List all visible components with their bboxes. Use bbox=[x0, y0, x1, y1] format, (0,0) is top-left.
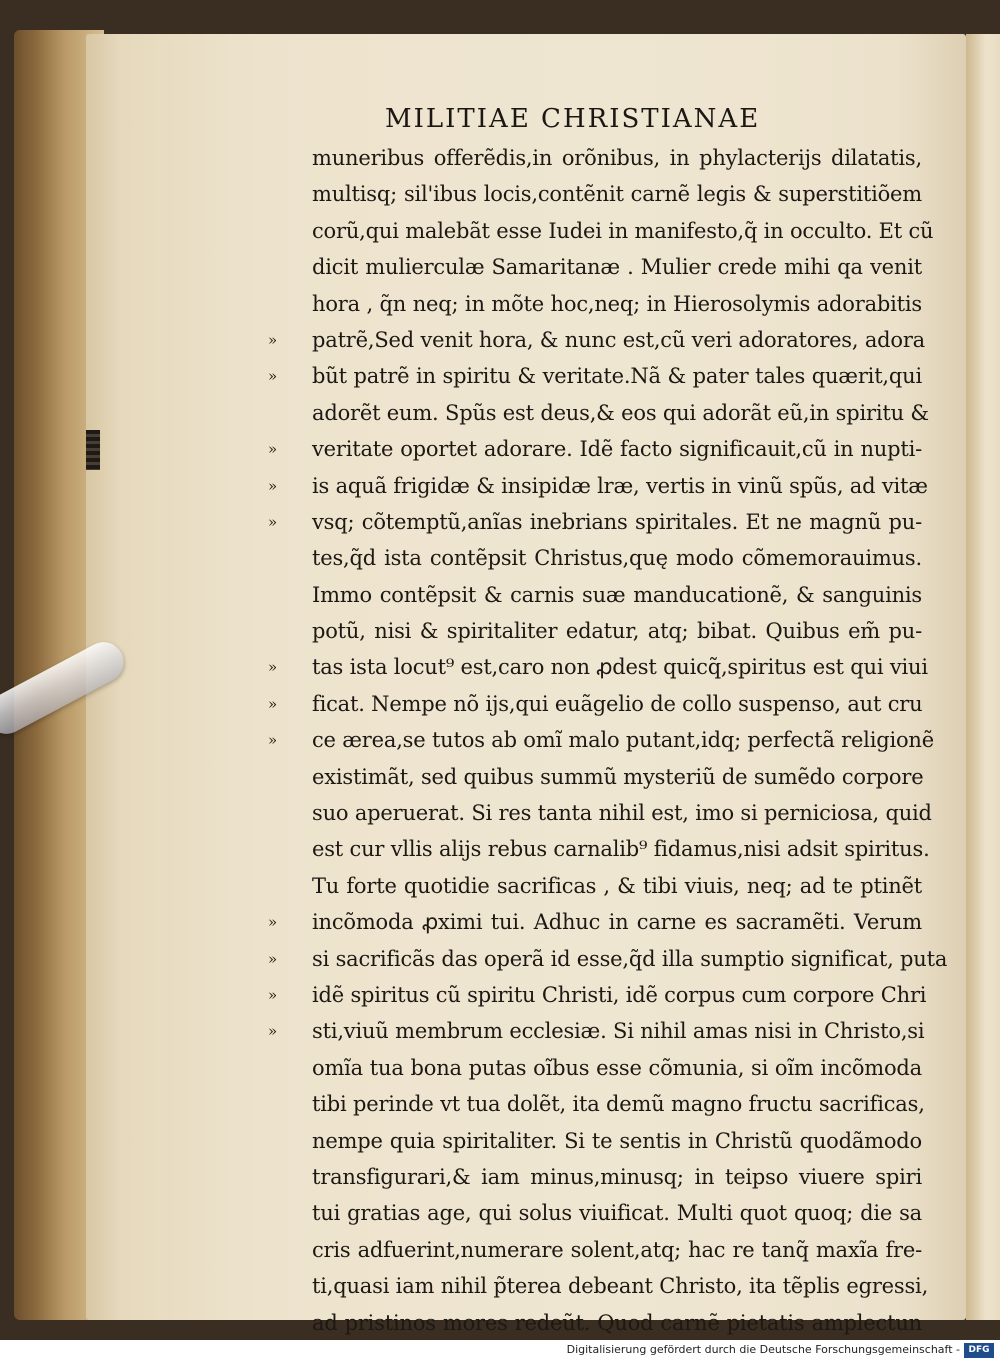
line-text: corũ,qui malebãt esse Iudei in manifesto,q̃ in occulto. Et cũ bbox=[312, 218, 934, 243]
line-text: ti,quasi iam nihil p̃terea debeant Christo, ita tẽplis egressi, bbox=[312, 1274, 929, 1299]
line-text: potũ, nisi & spiritaliter edatur, atq; bibat. Quibus em̃ pu- bbox=[312, 619, 922, 644]
line-text: suo aperuerat. Si res tanta nihil est, imo si perniciosa, quid bbox=[312, 801, 932, 826]
line-text: tes,q̃d ista contẽpsit Christus,quę modo cõmemorauimus. bbox=[312, 546, 922, 571]
line-text: existimãt, sed quibus summũ mysteriũ de sumẽdo corpore bbox=[312, 764, 924, 789]
quotation-marker: » bbox=[268, 949, 277, 968]
line-text: veritate oportet adorare. Idẽ facto significauit,cũ in nupti- bbox=[312, 437, 922, 462]
running-header: MILITIAE CHRISTIANAE bbox=[385, 104, 761, 134]
line-text: muneribus offerẽdis,in orõnibus, in phylacterijs dilatatis, bbox=[312, 146, 922, 170]
line-text: omĩa tua bona putas oĩbus esse cõmunia, si oĩm incõmoda bbox=[312, 1055, 922, 1080]
line-text: patrẽ,Sed venit hora, & nunc est,cũ veri adoratores, adora bbox=[312, 327, 925, 352]
text-line bbox=[312, 1268, 929, 1304]
text-line bbox=[312, 831, 930, 867]
text-line bbox=[268, 722, 934, 758]
line-text: dicit mulierculæ Samaritanæ . Mulier crede mihi qa venit bbox=[312, 255, 922, 280]
text-line bbox=[312, 795, 932, 831]
text-line bbox=[312, 1305, 922, 1341]
text-line bbox=[312, 286, 922, 322]
line-text: tas ista locut⁹ est,caro non ꝓdest quicq̃,spiritus est qui viui bbox=[312, 655, 928, 680]
text-line bbox=[312, 1159, 922, 1195]
line-text: Tu forte quotidie sacrificas , & tibi viuis, neq; ad te ptinẽt bbox=[312, 873, 922, 898]
quotation-marker: » bbox=[268, 476, 277, 495]
line-text: cris adfuerint,numerare solent,atq; hac re tanq̃ maxĩa fre- bbox=[312, 1237, 922, 1262]
footer-bar bbox=[0, 1340, 1000, 1362]
line-text: adorẽt eum. Spũs est deus,& eos qui adorãt eũ,in spiritu & bbox=[312, 400, 929, 425]
line-text: incõmoda ꝓximi tui. Adhuc in carne es sacramẽti. Verum bbox=[312, 910, 922, 935]
line-text: tui gratias age, qui solus viuificat. Multi quot quoq; die sa bbox=[312, 1201, 922, 1226]
text-line bbox=[312, 540, 922, 576]
text-line bbox=[268, 977, 927, 1013]
line-text: Immo contẽpsit & carnis suæ manducationẽ, & sanguinis bbox=[312, 582, 922, 607]
line-text: ad pristinos mores redeũt. Quod carnẽ pietatis amplectun bbox=[312, 1310, 922, 1335]
text-line bbox=[312, 1050, 922, 1086]
quotation-marker: » bbox=[268, 512, 277, 531]
text-line bbox=[268, 468, 928, 504]
text-line bbox=[312, 249, 922, 285]
line-text: si sacrificãs das operã id esse,q̃d illa sumptio significat, puta bbox=[312, 946, 948, 971]
text-line bbox=[312, 395, 929, 431]
text-line bbox=[312, 140, 922, 176]
line-text: vsq; cõtemptũ,anĩas inebrians spiritales. Et ne magnũ pu- bbox=[312, 509, 922, 534]
text-line bbox=[312, 213, 934, 249]
line-text: nempe quia spiritaliter. Si te sentis in Christũ quodãmodo bbox=[312, 1128, 922, 1153]
line-text: hora , q̃n neq; in mõte hoc,neq; in Hierosolymis adorabitis bbox=[312, 291, 922, 316]
text-line bbox=[268, 358, 922, 394]
text-block bbox=[268, 140, 948, 1340]
text-line bbox=[312, 613, 922, 649]
quotation-marker: » bbox=[268, 731, 277, 750]
quotation-marker: » bbox=[268, 1022, 277, 1041]
line-text: tibi perinde vt tua dolẽt, ita demũ magno fructu sacrificas, bbox=[312, 1092, 925, 1117]
text-line bbox=[268, 686, 923, 722]
quotation-marker: » bbox=[268, 985, 277, 1004]
footer-credit: Digitalisierung gefördert durch die Deutsche Forschungsgemeinschaft - bbox=[566, 1343, 960, 1356]
text-line bbox=[312, 1086, 925, 1122]
line-text: est cur vllis alijs rebus carnalib⁹ fidamus,nisi adsit spiritus. bbox=[312, 837, 930, 862]
text-line bbox=[312, 1232, 922, 1268]
line-text: idẽ spiritus cũ spiritu Christi, idẽ corpus cum corpore Chri bbox=[312, 982, 927, 1007]
quotation-marker: » bbox=[268, 367, 277, 386]
line-text: transfigurari,& iam minus,minusq; in teipso viuere spiri bbox=[312, 1164, 922, 1189]
line-text: ficat. Nempe nõ ijs,qui euãgelio de collo suspenso, aut cru bbox=[312, 691, 923, 716]
quotation-marker: » bbox=[268, 330, 277, 349]
text-line bbox=[312, 1123, 922, 1159]
line-text: ce ærea,se tutos ab omĩ malo putant,idq; perfectã religionẽ bbox=[312, 728, 934, 753]
text-line bbox=[312, 176, 922, 212]
line-text: bũt patrẽ in spiritu & veritate.Nã & pater tales quærit,qui bbox=[312, 364, 922, 389]
text-line bbox=[268, 649, 928, 685]
line-text: sti,viuũ membrum ecclesiæ. Si nihil amas nisi in Christo,si bbox=[312, 1019, 925, 1044]
text-line bbox=[268, 431, 922, 467]
line-text: multisq; sil'ibus locis,contẽnit carnẽ legis & superstitiõem bbox=[312, 182, 922, 207]
line-text: is aquã frigidæ & insipidæ lræ, vertis in vinũ spũs, ad vitæ bbox=[312, 473, 928, 498]
text-line bbox=[268, 1013, 925, 1049]
text-line bbox=[312, 759, 922, 795]
quotation-marker: » bbox=[268, 694, 277, 713]
text-line bbox=[268, 941, 948, 977]
facing-page-edge bbox=[966, 34, 1000, 1320]
text-line bbox=[312, 1195, 922, 1231]
quotation-marker: » bbox=[268, 440, 277, 459]
text-line bbox=[312, 577, 922, 613]
text-line bbox=[268, 322, 925, 358]
text-line bbox=[268, 904, 922, 940]
dfg-logo: DFG bbox=[964, 1343, 994, 1358]
text-line bbox=[268, 504, 922, 540]
text-line bbox=[312, 868, 922, 904]
quotation-marker: » bbox=[268, 658, 277, 677]
quotation-marker: » bbox=[268, 913, 277, 932]
binding-mark bbox=[86, 430, 100, 470]
